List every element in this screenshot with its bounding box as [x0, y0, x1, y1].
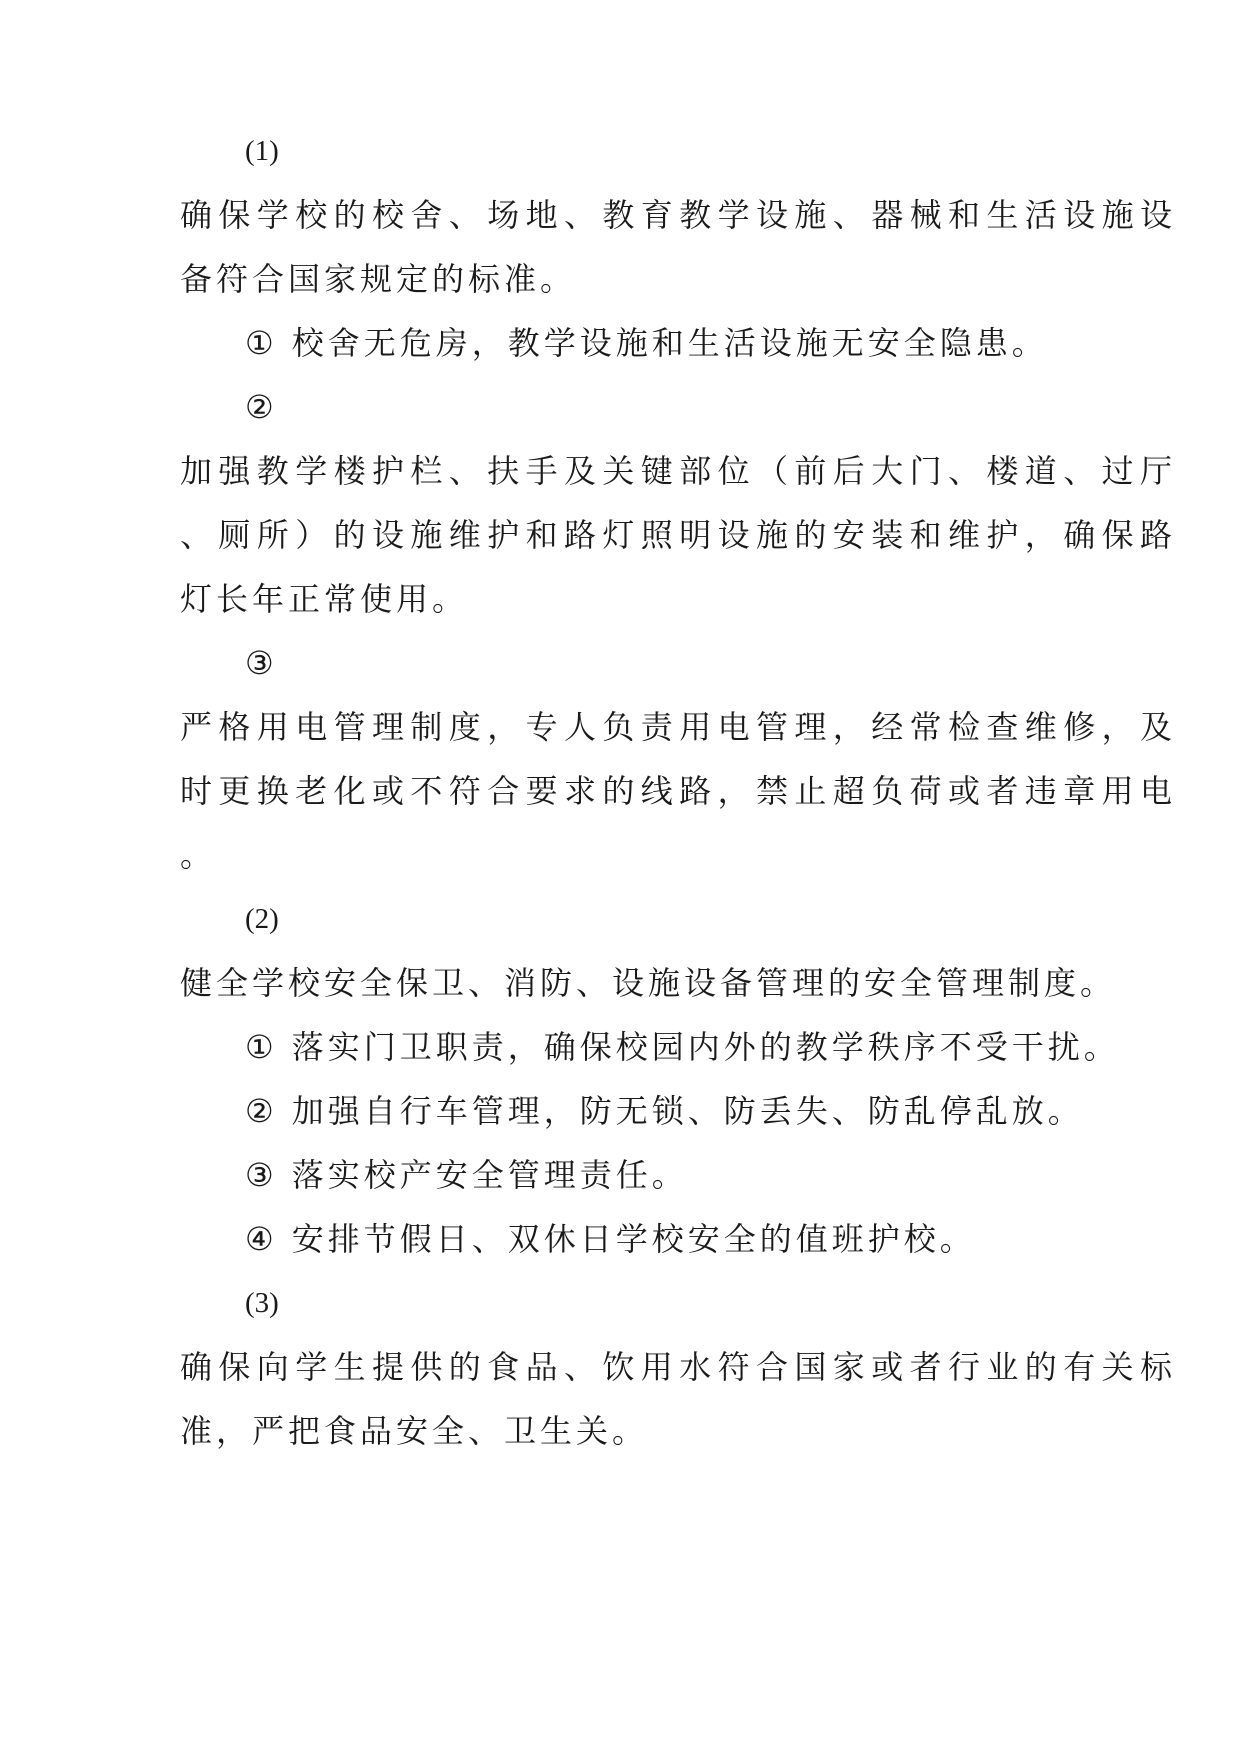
section-number-3: (3) — [245, 1287, 279, 1319]
section-1-item-2-line-3: 灯长年正常使用。 — [180, 580, 469, 618]
item-marker: ① — [245, 1028, 274, 1066]
section-2-item-4 — [245, 1219, 976, 1259]
section-number-1: (1) — [245, 135, 279, 167]
item-text: 落实校产安全管理责任。 — [291, 1156, 688, 1194]
section-1-paragraph-line-1: 确保学校的校舍、场地、教育教学设施、器械和生活设施设 — [180, 196, 1179, 234]
section-1-paragraph-line-2: 备符合国家规定的标准。 — [180, 260, 577, 298]
section-2-item-1 — [245, 1027, 1120, 1067]
section-2-item-3 — [245, 1155, 688, 1195]
section-3-paragraph-line-2: 准，严把食品安全、卫生关。 — [180, 1412, 649, 1450]
item-text: 安排节假日、双休日学校安全的值班护校。 — [291, 1220, 976, 1258]
section-number-2: (2) — [245, 903, 279, 935]
section-1-item-2-marker: ② — [245, 388, 278, 426]
item-text: 加强自行车管理，防无锁、防丢失、防乱停乱放。 — [291, 1092, 1084, 1130]
item-marker: ② — [245, 1092, 274, 1130]
section-1-item-3-line-1: 严格用电管理制度，专人负责用电管理，经常检查维修，及 — [180, 708, 1179, 746]
item-text: 落实门卫职责，确保校园内外的教学秩序不受干扰。 — [291, 1028, 1120, 1066]
item-text: 校舍无危房，教学设施和生活设施无安全隐患。 — [291, 324, 1048, 362]
section-3-paragraph-line-1: 确保向学生提供的食品、饮用水符合国家或者行业的有关标 — [180, 1348, 1179, 1386]
item-marker: ① — [245, 324, 274, 362]
section-1-item-3-marker: ③ — [245, 644, 278, 682]
section-1-item-1 — [245, 323, 1048, 363]
section-2-paragraph-line-1: 健全学校安全保卫、消防、设施设备管理的安全管理制度。 — [180, 964, 1117, 1002]
section-2-item-2 — [245, 1091, 1084, 1131]
section-1-item-3-line-2: 时更换老化或不符合要求的线路，禁止超负荷或者违章用电 — [180, 772, 1179, 810]
item-marker: ④ — [245, 1220, 274, 1258]
section-1-item-2-line-2: 、厕所）的设施维护和路灯照明设施的安装和维护，确保路 — [180, 516, 1179, 554]
section-1-item-2-line-1: 加强教学楼护栏、扶手及关键部位（前后大门、楼道、过厅 — [180, 452, 1179, 490]
item-marker: ③ — [245, 1156, 274, 1194]
section-1-item-3-line-3: 。 — [180, 836, 217, 874]
